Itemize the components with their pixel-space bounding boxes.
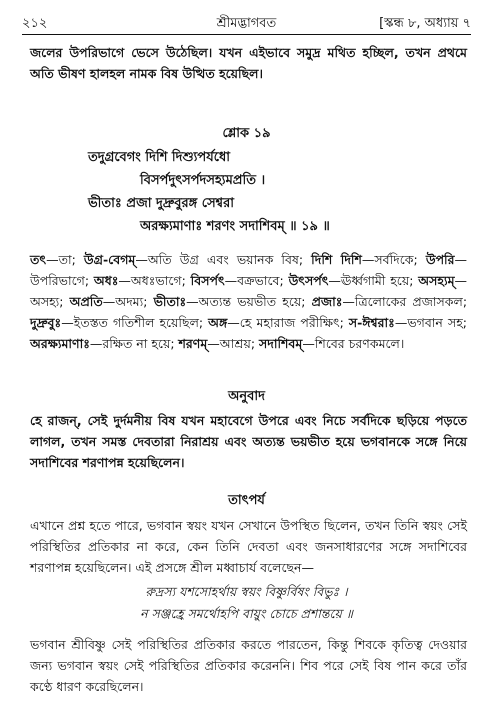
synonym-meaning: অদম্য <box>115 294 144 309</box>
synonym-word: উপরি <box>425 252 455 267</box>
book-title: শ্রীমদ্ভাগবত <box>216 16 277 31</box>
synonym-meaning: বক্রভাবে <box>237 273 280 288</box>
synonym-meaning: শিবের চরণকমলে। <box>314 336 405 351</box>
synonym-meaning: সর্বদিকে <box>374 252 414 267</box>
synonym-word: অরক্ষ্যমাণাঃ <box>30 336 90 351</box>
chapter-reference: [স্কন্ধ ৮, অধ্যায় ৭ <box>379 16 471 31</box>
purport-paragraph-2: ভগবান শ্রীবিষ্ণু সেই পরিস্থিতির প্রতিকার করতে পারতেন, কিন্তু শিবকে কৃতিত্ব দেওয়ার জন্য ভগবান স্বয়ং সেই পরিস্থিতির প্রতিকার করেননি। শিব পরে সেই বিষ পান করে তাঁর কণ্ঠে ধারণ করেছিলেন। <box>30 637 467 694</box>
synonym-word: অঙ্গ <box>208 315 228 330</box>
synonym-word: উৎসর্পৎ <box>288 273 329 288</box>
page-header <box>22 14 471 34</box>
synonym-meaning: অত্যন্ত ভয়ভীত হয়ে <box>198 294 302 309</box>
verse-line-4: অরক্ষ্যমাণাঃ শরণং সদাশিবম্ ॥ ১৯ ॥ <box>140 219 330 234</box>
synonym-meaning: অসহ্য <box>30 294 60 309</box>
quote-line-2: ন সঞ্জহ্রে সমর্থোহপি বায়ুং চোচে প্রশান্তয়ে ॥ <box>140 606 353 621</box>
purport-paragraph-1: এখানে প্রশ্ন হতে পারে, ভগবান স্বয়ং যখন সেখানে উপস্থিত ছিলেন, তখন তিনি স্বয়ং সেই পরিস্থিতির প্রতিকার না করে, কেন তিনি দেবতা এবং জনসাধারণের সঙ্গে সদাশিবের শরণাপন্ন হয়েছিলেন। এই প্রসঙ্গে শ্রীল মধ্বাচার্য বলেছেন— <box>30 518 467 575</box>
synonym-meaning: উপরিভাগে <box>30 273 85 288</box>
synonym-word: অপ্রতি <box>69 294 103 309</box>
translation-heading: অনুবাদ <box>228 389 265 404</box>
synonym-word: বিসর্পৎ <box>190 273 225 288</box>
verse-line-1: তদুগ্রবেগং দিশি দিশ্যুপর্যধো <box>88 150 231 165</box>
synonym-meaning: ইতস্তত গতিশীল হয়েছিল <box>73 315 199 330</box>
synonym-meaning: অধঃভাগে <box>130 273 182 288</box>
synonym-meaning: রক্ষিত না হয়ে <box>102 336 171 351</box>
synonym-meaning: তা <box>58 252 72 267</box>
synonym-word: সদাশিবম্ <box>259 336 303 351</box>
synonym-meaning: আশ্রয় <box>219 336 251 351</box>
synonym-word: অসহ্যম্ <box>418 273 455 288</box>
synonym-word: দুদ্রুবুঃ <box>30 315 62 330</box>
purport-heading: তাৎপর্য <box>228 493 265 508</box>
verse-heading: শ্লোক ১৯ <box>222 126 271 141</box>
synonym-meaning: ত্রিলোকের প্রজাসকল <box>354 294 463 309</box>
synonym-meaning: হে মহারাজ পরীক্ষিৎ <box>239 315 340 330</box>
page-number: ২১২ <box>22 16 48 31</box>
synonym-word: দিশি দিশি <box>311 252 362 267</box>
synonym-word: তৎ <box>30 252 47 267</box>
translation-paragraph: হে রাজন্, সেই দুর্দমনীয় বিষ যখন মহাবেগে উপরে এবং নিচে সর্বদিকে ছড়িয়ে পড়তে লাগল, তখন সমস্ত দেবতারা নিরাশ্রয় এবং অত্যন্ত ভয়ভীত হয়ে ভগবানকে সঙ্গে নিয়ে সদাশিবের শরণাপন্ন হয়েছিলেন। <box>30 413 467 470</box>
synonym-word: স-ঈশ্বরাঃ <box>348 315 395 330</box>
synonym-meaning: ঊর্ধ্বগামী হয়ে <box>340 273 410 288</box>
header-rule <box>22 34 471 35</box>
synonym-word: শরণম্ <box>178 336 208 351</box>
synonym-meaning: অতি উগ্র এবং ভয়ানক বিষ <box>147 252 299 267</box>
intro-paragraph: জলের উপরিভাগে ভেসে উঠেছিল। যখন এইভাবে সমুদ্র মথিত হচ্ছিল, তখন প্রথমে অতি ভীষণ হালহল নামক বিষ উত্থিত হয়েছিল। <box>30 45 467 81</box>
synonym-word: উগ্র-বেগম্ <box>83 252 136 267</box>
synonym-word: প্রজাঃ <box>311 294 343 309</box>
synonym-word: অধঃ <box>93 273 119 288</box>
synonyms-paragraph: তৎ—তা; উগ্র-বেগম্—অতি উগ্র এবং ভয়ানক বিষ; দিশি দিশি—সর্বদিকে; উপরি—উপরিভাগে; অধঃ—অধঃভাগে; বিসর্পৎ—বক্রভাবে; উৎসর্পৎ—ঊর্ধ্বগামী হয়ে; অসহ্যম্—অসহ্য; অপ্রতি—অদম্য; ভীতাঃ—অত্যন্ত ভয়ভীত হয়ে; প্রজাঃ—ত্রিলোকের প্রজাসকল; দুদ্রুবুঃ—ইতস্তত গতিশীল হয়েছিল; অঙ্গ—হে মহারাজ পরীক্ষিৎ; স-ঈশ্বরাঃ—ভগবান সহ; অরক্ষ্যমাণাঃ—রক্ষিত না হয়ে; শরণম্—আশ্রয়; সদাশিবম্—শিবের চরণকমলে। <box>30 252 468 351</box>
synonym-word: ভীতাঃ <box>153 294 187 309</box>
synonym-meaning: ভগবান সহ <box>407 315 463 330</box>
quote-line-1: রুদ্রস্য যশসোহর্থায় স্বয়ং বিষ্ণুর্বিষং বিভুঃ । <box>145 584 348 599</box>
verse-line-3: ভীতাঃ প্রজা দুদ্রুবুরঙ্গ সেশ্বরা <box>88 196 235 211</box>
verse-line-2: বিসর্পদুৎসর্পদসহ্যমপ্রতি । <box>140 173 266 188</box>
